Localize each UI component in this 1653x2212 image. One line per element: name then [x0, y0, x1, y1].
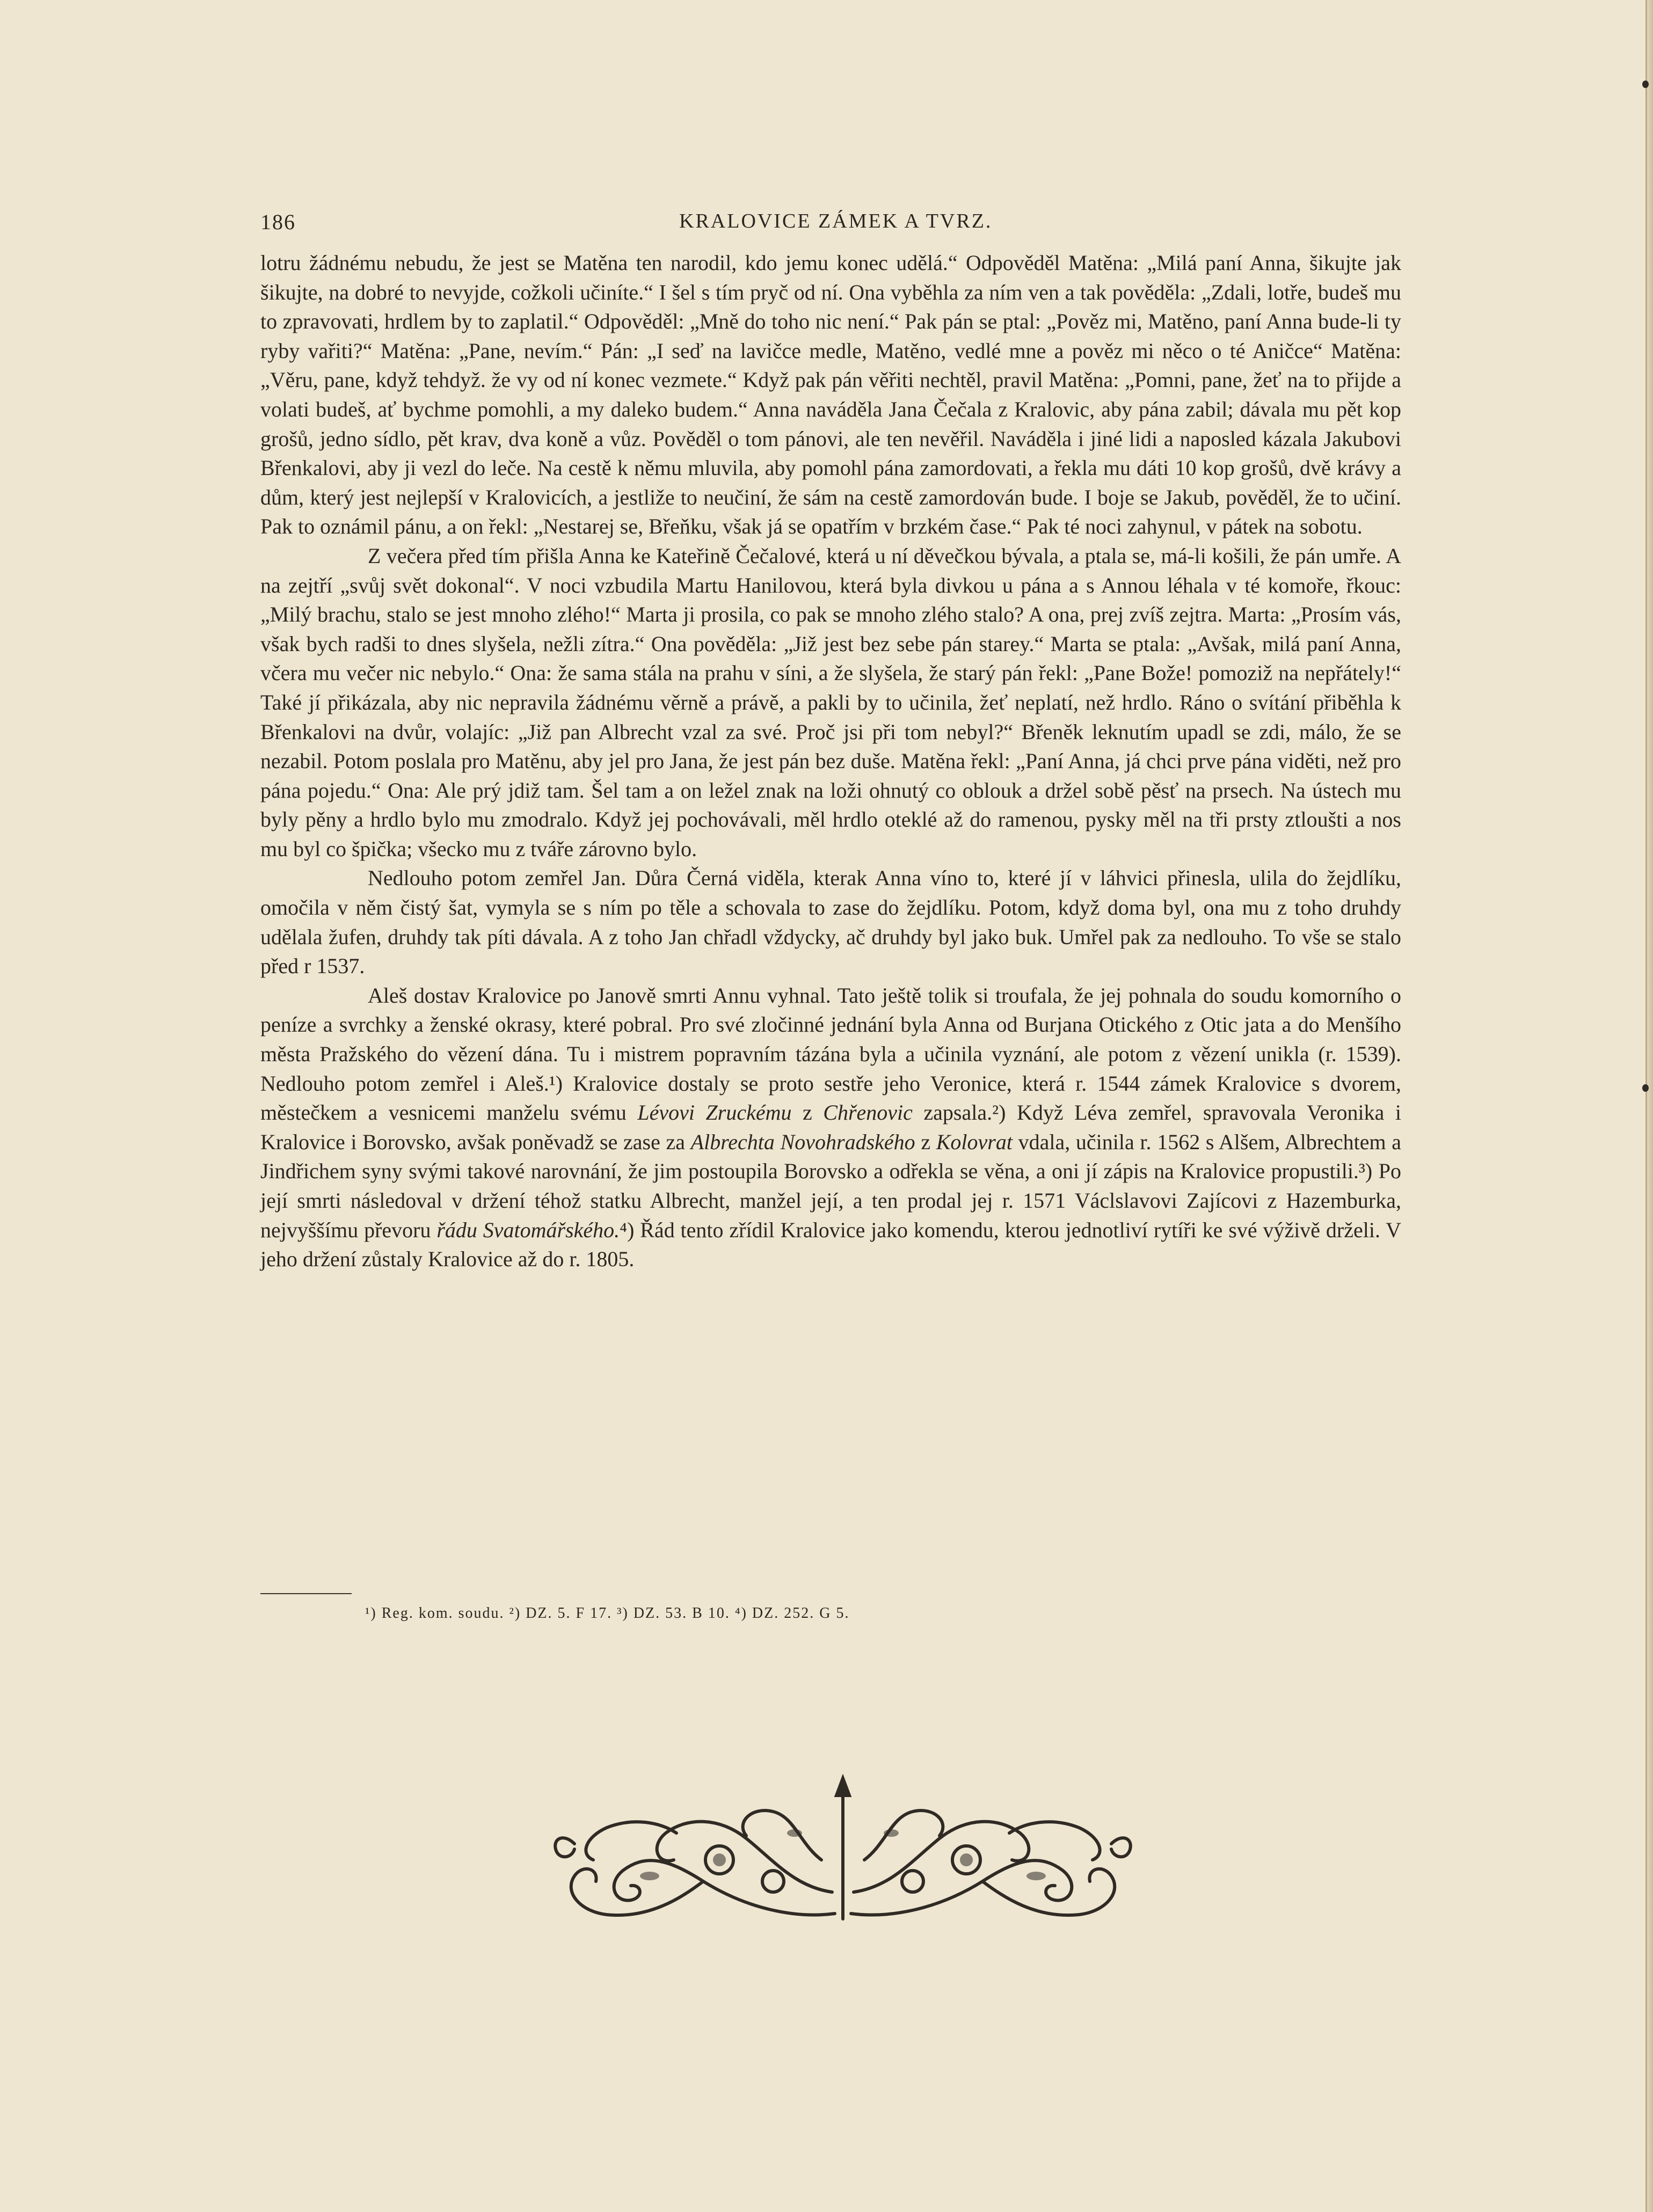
edge-mark: [1642, 1084, 1649, 1092]
italic-text: Lévovi Zruckému: [637, 1100, 792, 1125]
page-number: 186: [260, 210, 296, 234]
decorative-ornament: [542, 1774, 1144, 1935]
paragraph: [260, 249, 1401, 542]
text-segment: lotru žádnému nebudu, že jest se Matěna ten narodil, kdo jemu konec udělá.“ Odpověděl Matěna: „Milá paní Anna, šikujte jak šikujte, na dobré to nevyjde, cožkoli učiníte.“ I šel s tím pryč od ní. Ona vyběhla za ním ven a tak pověděla: „Zdali, lotře, budeš mu to zpravovati, hrdlem by to zaplatil.“ Odpověděl: „Mně do toho nic není.“ Pak pán se ptal: „Pověz mi, Matěno, paní Anna bude-li ty ryby vařiti?“ Matěna: „Pane, nevím.“ Pán: „I seď na lavičce medle, Matěno, vedlé mne a pověz mi něco o té Aničce“ Matěna: „Věru, pane, když tehdyž. že vy od ní konec vezmete.“ Když pak pán věřiti nechtěl, pravil Matěna: „Pomni, pane, žeť na to přijde a volati budeš, ať bychme pomohli, a my daleko budem.“ Anna naváděla Jana Čečala z Kralovic, aby pána zabil; dávala mu pět kop grošů, jedno sídlo, pět krav, dva koně a vůz. Pověděl o tom pánovi, ale ten nevěřil. Naváděla i jiné lidi a naposled kázala Jakubovi Břenkalovi, aby ji vezl do leče. Na cestě k němu mluvila, aby pomohl pána zamordovati, a řekla mu dáti 10 kop grošů, dvě krávy a dům, který jest nejlepší v Kralovicích, a jestliže to neučiní, že sám na cestě zamordován bude. I boje se Jakub, pověděl, že to učiní. Pak to oznámil pánu, a on řekl: „Nestarej se, Břeňku, však já se opatřím v brzkém čase.“ Pak té noci zahynul, v pátek na sobotu.: [260, 251, 1401, 539]
italic-text: řádu Svatomářského.: [436, 1217, 620, 1242]
italic-text: Kolovrat: [936, 1129, 1013, 1154]
page-right-edge: [1645, 0, 1653, 2212]
italic-text: Chřenovic: [823, 1100, 913, 1125]
text-segment: Nedlouho potom zemřel Jan. Důra Černá viděla, kterak Anna víno to, které jí v láhvici přinesla, ulila do žejdlíku, omočila v něm čistý šat, vymyla se s ním po těle a schovala to zase do žejdlíku. Potom, když doma byl, ona mu z toho druhdy udělala žufen, druhdy tak píti dávala. A z toho Jan chřadl vždycky, ač druhdy byl jako buk. Umřel pak za nedlouho. To vše se stalo před r 1537.: [260, 866, 1401, 979]
edge-mark: [1642, 81, 1649, 88]
footnote-rule: [260, 1593, 352, 1594]
text-segment: Aleš dostav Kralovice po Janově smrti Annu vyhnal. Tato ještě tolik si troufala, že jej pohnala do soudu komorního o peníze a svrchky a ženské okrasy, které pobral. Pro své zločinné jednání byla Anna od Burjana Otického z Otic jata a do Menšího města Pražského do vězení dána. Tu i mistrem popravním tázána byla a učinila vyznání, ale potom z vězení unikla (r. 1539). Nedlouho potom zemřel i Aleš.¹) Kralovice dostaly se proto sestře jeho Veronice, která r. 1544 zámek Kralovice s dvorem, městečkem a vesnicemi manželu svému: [260, 983, 1401, 1125]
running-head: KRALOVICE ZÁMEK A TVRZ.: [679, 210, 993, 232]
page-header: [260, 209, 1401, 242]
paragraph: [260, 981, 1401, 1274]
footnotes: ¹) Reg. kom. soudu. ²) DZ. 5. F 17. ³) DZ. 53. B 10. ⁴) DZ. 252. G 5.: [365, 1605, 850, 1622]
body-text: [260, 249, 1401, 1274]
paragraph: [260, 864, 1401, 981]
paragraph: [260, 542, 1401, 864]
text-segment: zapsala.²) Když Léva zemřel, spravovala Veronika i Kralovice i Borovsko, avšak poněvadž se zase za: [260, 1100, 1401, 1154]
text-segment: z: [915, 1129, 936, 1154]
text-segment: z: [791, 1100, 824, 1125]
text-segment: Z večera před tím přišla Anna ke Kateřině Čečalové, která u ní děvečkou bývala, a ptala se, má-li košili, že pán umře. A na zejtří „svůj svět dokonal“. V noci vzbudila Martu Hanilovou, která byla divkou u pána a s Annou léhala v té komoře, řkouc: „Milý brachu, stalo se jest mnoho zlého!“ Marta ji prosila, co pak se mnoho zlého stalo? A ona, prej zvíš zejtra. Marta: „Prosím vás, však bych radši to dnes slyšela, nežli zítra.“ Ona pověděla: „Již jest bez sebe pán starey.“ Marta se ptala: „Avšak, milá paní Anna, včera mu večer nic nebylo.“ Ona: že sama stála na prahu v síni, a že slyšela, že starý pán řekl: „Pane Bože! pomoziž na nepřátely!“ Také jí přikázala, aby nic nepravila žádnému věrně a právě, a pakli by to učinila, žeť neplatí, než hrdlo. Ráno o svítání přiběhla k Břenkalovi na dvůr, volajíc: „Již pan Albrecht vzal za své. Proč jsi při tom nebyl?“ Břeněk leknutím upadl se zdi, málo, že se nezabil. Potom poslala pro Matěnu, aby jel pro Jana, že jest pán bez duše. Matěna řekl: „Paní Anna, já chci prve pána viděti, než pro pána pojedu.“ Ona: Ale prý jdiž tam. Šel tam a on ležel znak na loži ohnutý co oblouk a držel sobě pěsť na prsech. Na ústech mu byly pěny a hrdlo bylo mu zmodralo. Když jej pochovávali, měl hrdlo oteklé až do ramenou, pysky měl na tři prsty ztloušti a nos mu byl co špička; všecko mu z tváře zárovno bylo.: [260, 543, 1401, 861]
text-segment: ⁴) Řád tento zřídil Kralovice jako komendu, kterou jednotliví rytíři ke své výživě drželi. V jeho držení zůstaly Kralovice až do r. 1805.: [260, 1217, 1401, 1272]
text-segment: vdala, učinila r. 1562 s Alšem, Albrechtem a Jindřichem syny svými takové narovnání, že jim postoupila Borovsko a odřekla se věna, a oni jí zápis na Kralovice propustili.³) Po její smrti následoval v držení téhož statku Albrecht, manžel její, a ten prodal jej r. 1571 Václslavovi Zajícovi z Hazemburka, nejvyššímu převoru: [260, 1129, 1402, 1242]
italic-text: Albrechta Novohradského: [690, 1129, 915, 1154]
